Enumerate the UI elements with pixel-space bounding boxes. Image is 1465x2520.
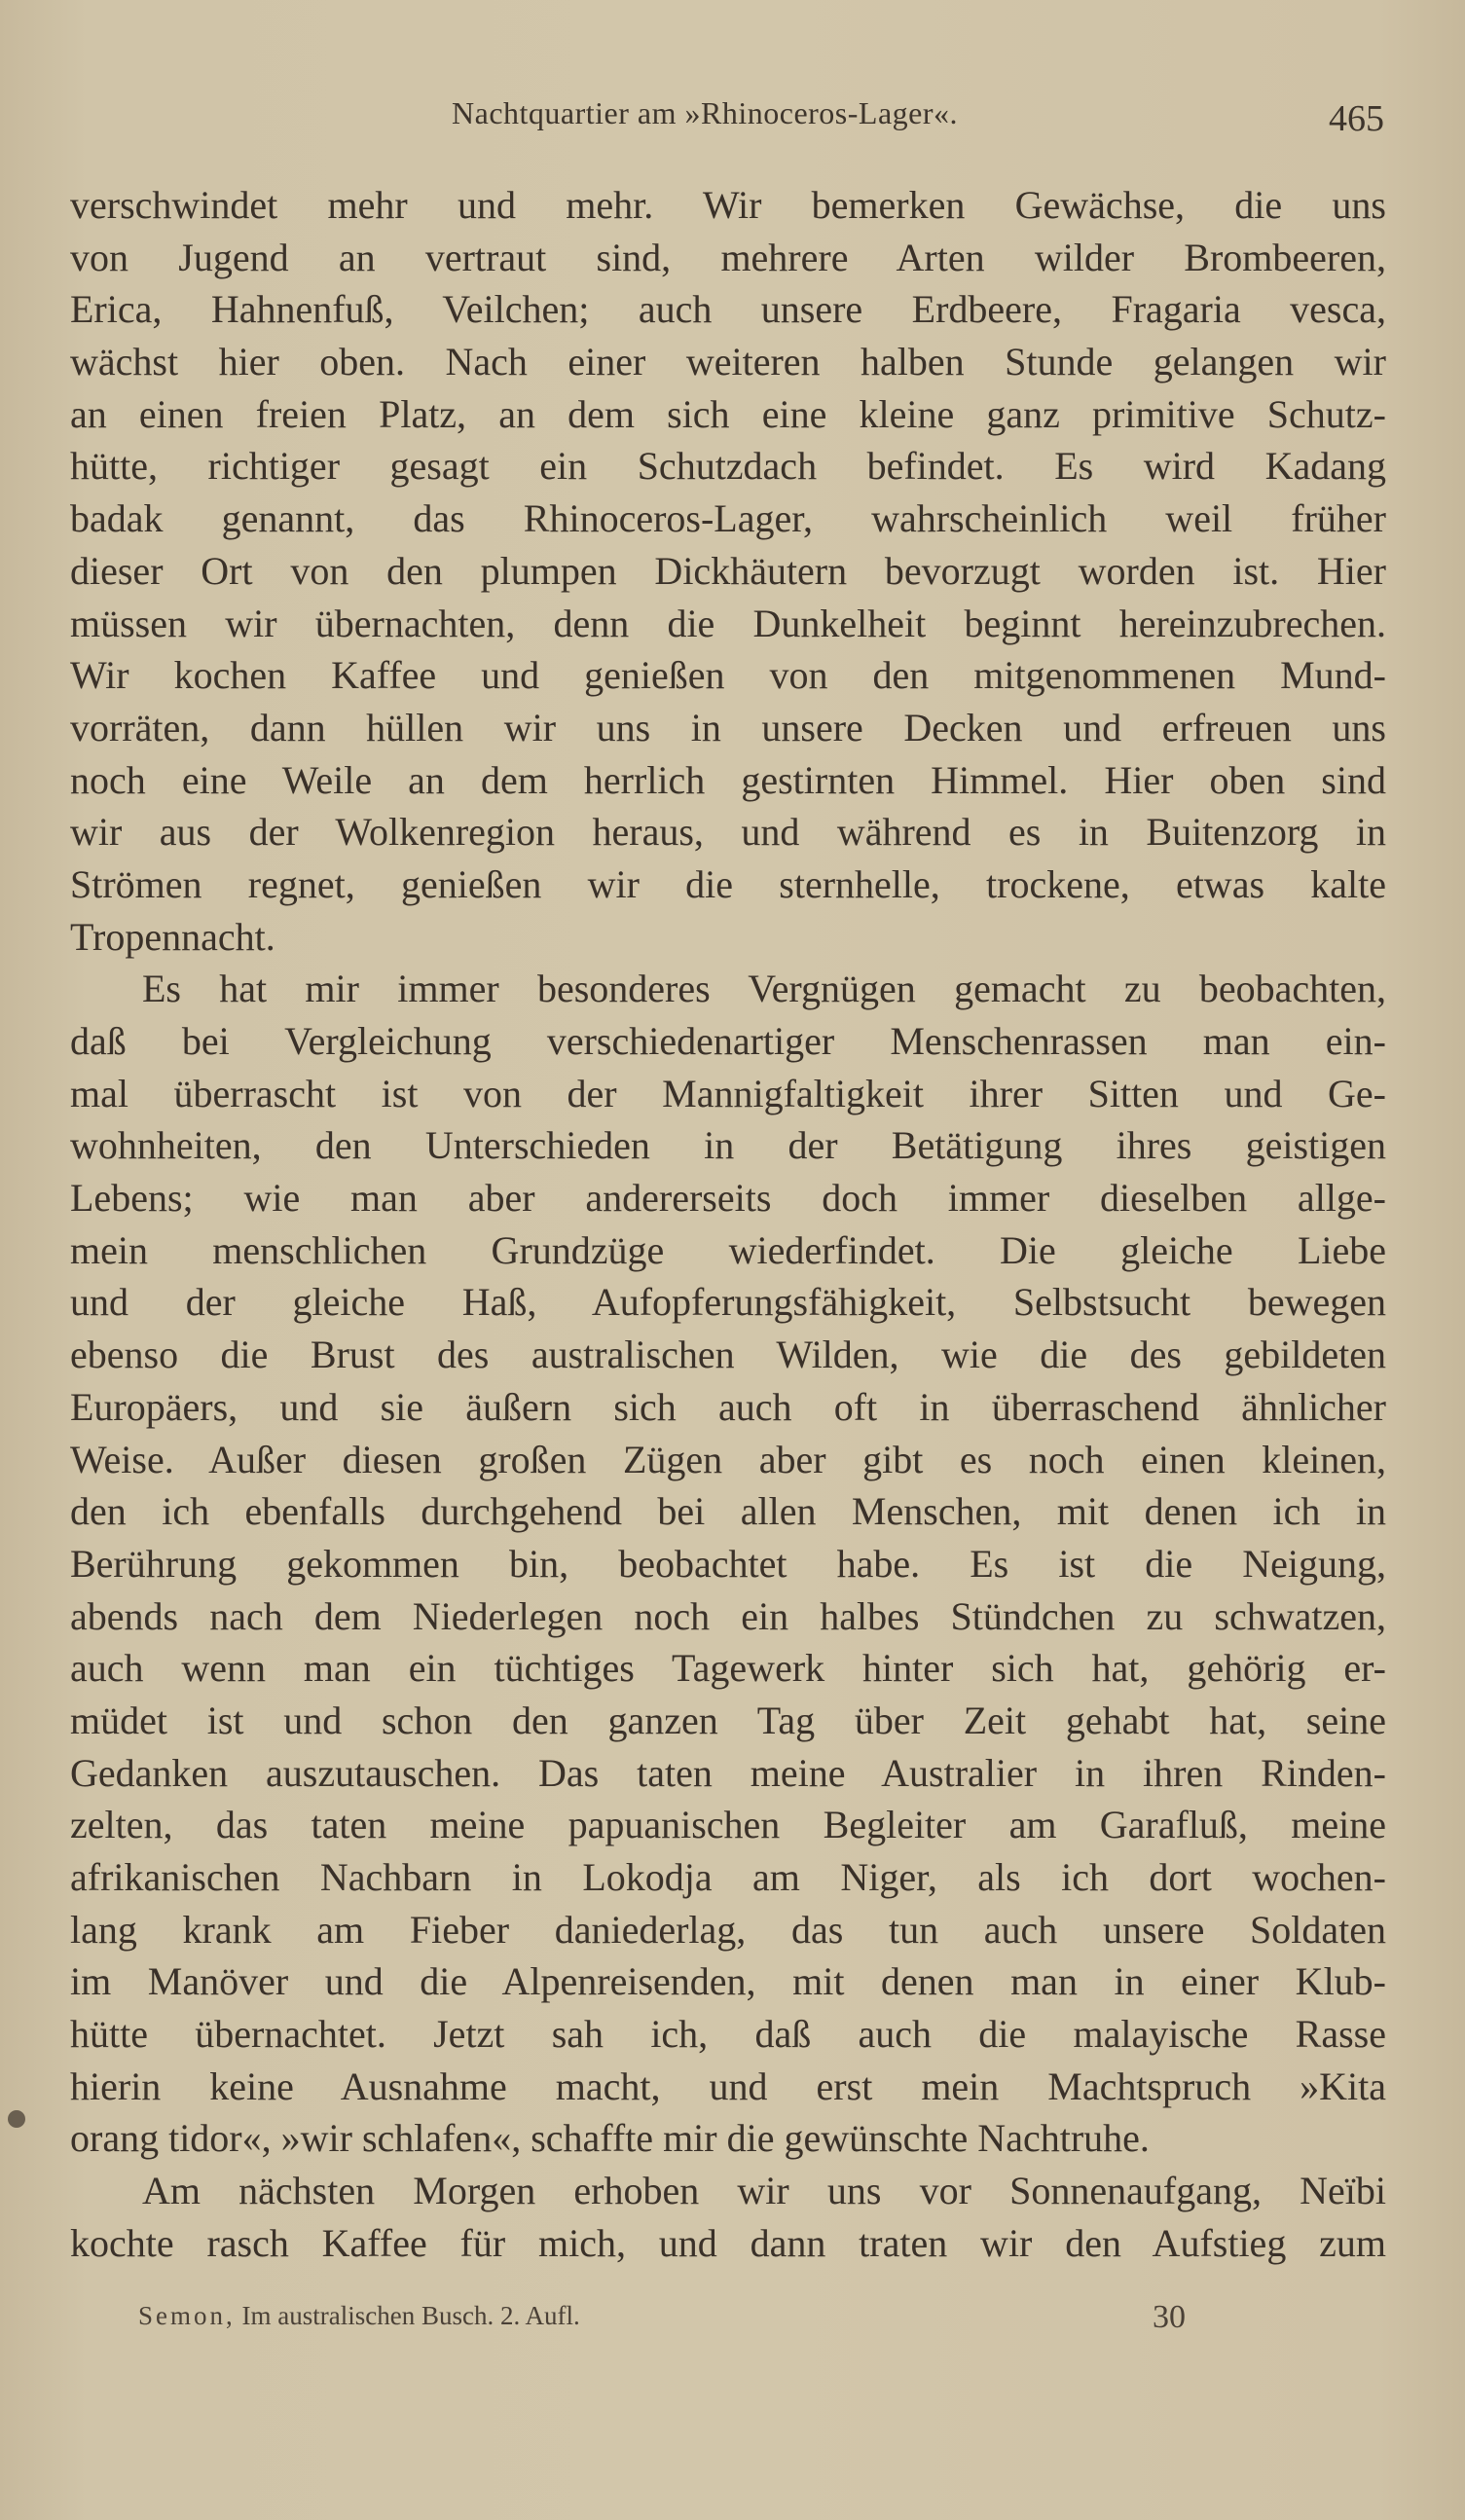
text-line: müssen wir übernachten, denn die Dunkelheit beginnt hereinzubrechen. xyxy=(70,601,1386,645)
text-line: badak genannt, das Rhinoceros-Lager, wahrscheinlich weil früher xyxy=(70,496,1386,541)
running-title: Nachtquartier am »Rhinoceros-Lager«. xyxy=(452,95,959,130)
text-line: und der gleiche Haß, Aufopferungsfähigkeit, Selbstsucht bewegen xyxy=(70,1280,1386,1325)
footer-edition: 2. Aufl. xyxy=(499,2301,580,2330)
text-line: müdet ist und schon den ganzen Tag über Zeit gehabt hat, seine xyxy=(70,1698,1386,1742)
text-line: vorräten, dann hüllen wir uns in unsere Decken und erfreuen uns xyxy=(70,705,1386,749)
text-line: Strömen regnet, genießen wir die sternhelle, trockene, etwas kalte xyxy=(70,861,1386,906)
text-line: Am nächsten Morgen erhoben wir uns vor Sonnenaufgang, Neïbi xyxy=(142,2169,1386,2213)
paper-speck xyxy=(8,2110,25,2128)
text-line: Tropennacht. xyxy=(70,914,275,959)
text-line: orang tidor«, »wir schlafen«, schaffte mir die gewünschte Nachtruhe. xyxy=(70,2116,1150,2161)
text-line: abends nach dem Niederlegen noch ein halbes Stündchen zu schwatzen, xyxy=(70,1593,1386,1638)
text-line: Europäers, und sie äußern sich auch oft in überraschend ähnlicher xyxy=(70,1384,1386,1429)
text-line: Berührung gekommen bin, beobachtet habe. Es ist die Neigung, xyxy=(70,1541,1386,1586)
text-line: Erica, Hahnenfuß, Veilchen; auch unsere Erdbeere, Fragaria vesca, xyxy=(70,287,1386,332)
text-line: auch wenn man ein tüchtiges Tagewerk hinter sich hat, gehörig er- xyxy=(70,1646,1386,1691)
text-line: Gedanken auszutauschen. Das taten meine Australier in ihren Rinden- xyxy=(70,1750,1386,1795)
text-line: lang krank am Fieber daniederlag, das tun auch unsere Soldaten xyxy=(70,1907,1386,1952)
text-line: Lebens; wie man aber andererseits doch immer dieselben allge- xyxy=(70,1176,1386,1221)
text-line: afrikanischen Nachbarn in Lokodja am Niger, als ich dort wochen- xyxy=(70,1855,1386,1899)
text-line: Weise. Außer diesen großen Zügen aber gibt es noch einen kleinen, xyxy=(70,1437,1386,1481)
text-line: kochte rasch Kaffee für mich, und dann traten wir den Aufstieg zum xyxy=(70,2220,1386,2265)
text-line: hütte übernachtet. Jetzt sah ich, daß auch die malayische Rasse xyxy=(70,2012,1386,2057)
page-number: 465 xyxy=(1329,98,1384,139)
text-line: zelten, das taten meine papuanischen Begleiter am Garafluß, meine xyxy=(70,1803,1386,1847)
text-line: wohnheiten, den Unterschieden in der Betätigung ihres geistigen xyxy=(70,1123,1386,1168)
text-line: den ich ebenfalls durchgehend bei allen Menschen, mit denen ich in xyxy=(70,1489,1386,1534)
text-line: hütte, richtiger gesagt ein Schutzdach befindet. Es wird Kadang xyxy=(70,444,1386,489)
page-footer xyxy=(70,2301,1384,2350)
text-line: im Manöver und die Alpenreisenden, mit denen man in einer Klub- xyxy=(70,1959,1386,2004)
text-line: Wir kochen Kaffee und genießen von den mitgenommenen Mund- xyxy=(70,653,1386,698)
text-line: verschwindet mehr und mehr. Wir bemerken Gewächse, die uns xyxy=(70,183,1386,227)
body-text xyxy=(70,179,1386,2270)
footer-title: Im australischen Busch. xyxy=(241,2301,494,2330)
text-line: wächst hier oben. Nach einer weiteren halben Stunde gelangen wir xyxy=(70,340,1386,384)
text-line: hierin keine Ausnahme macht, und erst mein Machtspruch »Kita xyxy=(70,2063,1386,2108)
text-line: mein menschlichen Grundzüge wiederfindet. Die gleiche Liebe xyxy=(70,1227,1386,1272)
footer-author: Semon, xyxy=(138,2301,236,2330)
text-line: mal überrascht ist von der Mannigfaltigkeit ihrer Sitten und Ge- xyxy=(70,1071,1386,1115)
text-line: daß bei Vergleichung verschiedenartiger Menschenrassen man ein- xyxy=(70,1019,1386,1063)
text-line: wir aus der Wolkenregion heraus, und während es in Buitenzorg in xyxy=(70,810,1386,855)
text-line: dieser Ort von den plumpen Dickhäutern bevorzugt worden ist. Hier xyxy=(70,548,1386,593)
text-line: von Jugend an vertraut sind, mehrere Arten wilder Brombeeren, xyxy=(70,235,1386,279)
text-line: ebenso die Brust des australischen Wilden, wie die des gebildeten xyxy=(70,1333,1386,1377)
page-header xyxy=(70,95,1384,154)
footer-citation xyxy=(138,2301,580,2331)
text-line: an einen freien Platz, an dem sich eine kleine ganz primitive Schutz- xyxy=(70,391,1386,436)
signature-mark: 30 xyxy=(1153,2299,1186,2335)
text-line: noch eine Weile an dem herrlich gestirnten Himmel. Hier oben sind xyxy=(70,757,1386,802)
text-line: Es hat mir immer besonderes Vergnügen gemacht zu beobachten, xyxy=(142,967,1386,1011)
